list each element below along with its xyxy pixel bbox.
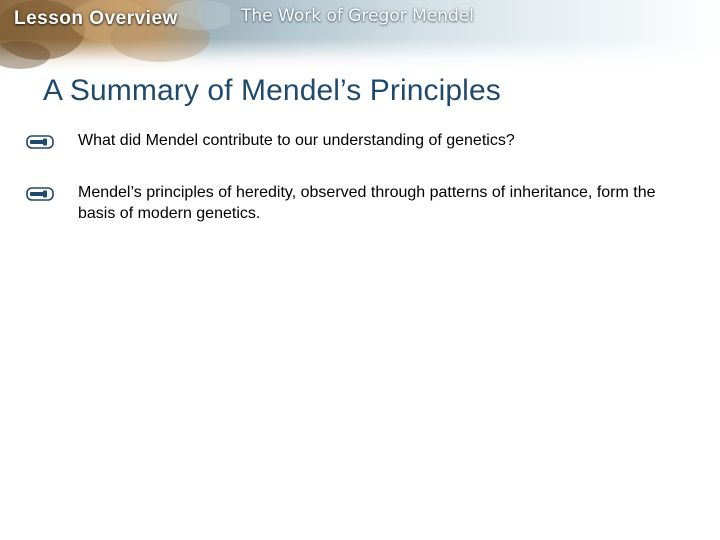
bullet-text: Mendel’s principles of heredity, observed through patterns of inheritance, form the basis of modern genetics. <box>78 184 656 222</box>
lesson-overview-label: Lesson Overview <box>14 8 178 29</box>
bullet-text: What did Mendel contribute to our understanding of genetics? <box>78 132 515 149</box>
lesson-title: The Work of Gregor Mendel <box>241 6 474 26</box>
slide-heading: A Summary of Mendel’s Principles <box>43 74 501 107</box>
key-icon <box>26 134 54 150</box>
key-icon <box>26 186 54 202</box>
header-banner <box>0 0 720 70</box>
